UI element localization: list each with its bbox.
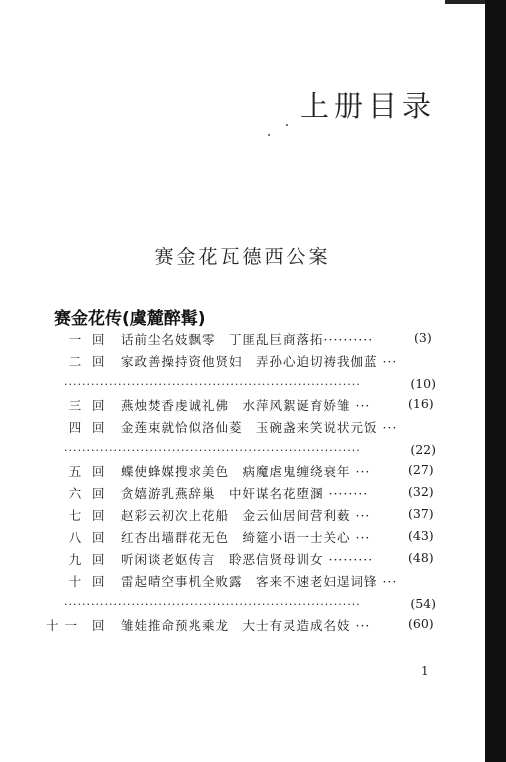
chapter-page: (22)	[410, 442, 436, 457]
toc-entry[interactable]	[0, 330, 506, 352]
toc-entry[interactable]	[0, 550, 506, 572]
chapter-label: 回	[92, 398, 105, 413]
chapter-number: 二	[68, 354, 82, 369]
chapter-title: 话前尘名妓飘零 丁匪乱巨商落拓··········	[121, 332, 374, 347]
chapter-number: 六	[68, 486, 82, 501]
chapter-page: (10)	[410, 376, 436, 391]
chapter-number: 四	[68, 420, 82, 435]
toc-entry[interactable]	[0, 352, 506, 396]
page-number: 1	[421, 664, 429, 678]
chapter-title: 金莲束就恰似洛仙菱 玉碗盏来笑说状元饭 ···	[121, 420, 398, 435]
section-title: 赛金花传(虞麓醉髯)	[54, 309, 206, 329]
toc-entry[interactable]	[0, 396, 506, 418]
toc-entry[interactable]	[0, 484, 506, 506]
chapter-title: 赵彩云初次上花船 金云仙居间营利薮 ···	[121, 508, 371, 523]
chapter-number: 九	[68, 552, 82, 567]
chapter-label: 回	[92, 618, 105, 633]
chapter-label: 回	[92, 420, 105, 435]
toc-entry[interactable]	[0, 572, 506, 616]
scan-speck	[268, 134, 270, 136]
chapter-label: 回	[92, 574, 105, 589]
chapter-page: (37)	[408, 506, 434, 521]
chapter-title: 家政善操持资他贤妇 弄孙心迫切祷我伽蓝 ···	[121, 354, 398, 369]
chapter-title: 雏娃推命预兆乘龙 大士有灵造成名妓 ···	[121, 618, 371, 633]
table-of-contents	[0, 330, 506, 638]
chapter-number: 五	[68, 464, 82, 479]
chapter-number: 十	[68, 574, 82, 589]
chapter-title: 听闲谈老妪传言 聆恶信贤母训女 ·········	[121, 552, 374, 567]
chapter-number: 十一	[46, 618, 84, 633]
scan-top-mark	[445, 0, 485, 4]
leader-dots: ··································································	[64, 444, 361, 457]
leader-dots: ··································································	[64, 378, 361, 391]
page-title: 上册目录	[300, 89, 437, 123]
leader-dots: ··································································	[64, 598, 361, 611]
chapter-number: 八	[68, 530, 82, 545]
chapter-label: 回	[92, 332, 105, 347]
scan-speck	[286, 124, 288, 126]
book-title: 赛金花瓦德西公案	[154, 246, 331, 268]
chapter-label: 回	[92, 464, 105, 479]
toc-entry[interactable]	[0, 418, 506, 462]
chapter-page: (32)	[408, 484, 434, 499]
toc-entry[interactable]	[0, 506, 506, 528]
chapter-number: 七	[68, 508, 82, 523]
chapter-title: 红杏出墙群花无色 绮筵小语一士关心 ···	[121, 530, 371, 545]
chapter-page: (16)	[408, 396, 434, 411]
chapter-page: (48)	[408, 550, 434, 565]
chapter-number: 三	[68, 398, 82, 413]
chapter-title: 雷起晴空事机全败露 客来不速老妇逞词锋 ···	[121, 574, 398, 589]
chapter-label: 回	[92, 552, 105, 567]
chapter-page: (43)	[408, 528, 434, 543]
chapter-number: 一	[68, 332, 82, 347]
chapter-title: 贪嬉游乳燕辞巢 中奸谋名花堕溷 ········	[121, 486, 369, 501]
chapter-label: 回	[92, 486, 105, 501]
toc-entry[interactable]	[0, 616, 506, 638]
chapter-page: (3)	[414, 330, 432, 345]
chapter-label: 回	[92, 508, 105, 523]
chapter-title: 燕烛焚香虔诚礼佛 水萍风絮诞育娇雏 ···	[121, 398, 371, 413]
chapter-title: 蝶使蜂媒搜求美色 病魔虐鬼缠绕衰年 ···	[121, 464, 371, 479]
toc-entry[interactable]	[0, 528, 506, 550]
chapter-label: 回	[92, 354, 105, 369]
toc-entry[interactable]	[0, 462, 506, 484]
chapter-page: (60)	[408, 616, 434, 631]
chapter-page: (54)	[410, 596, 436, 611]
chapter-page: (27)	[408, 462, 434, 477]
chapter-label: 回	[92, 530, 105, 545]
